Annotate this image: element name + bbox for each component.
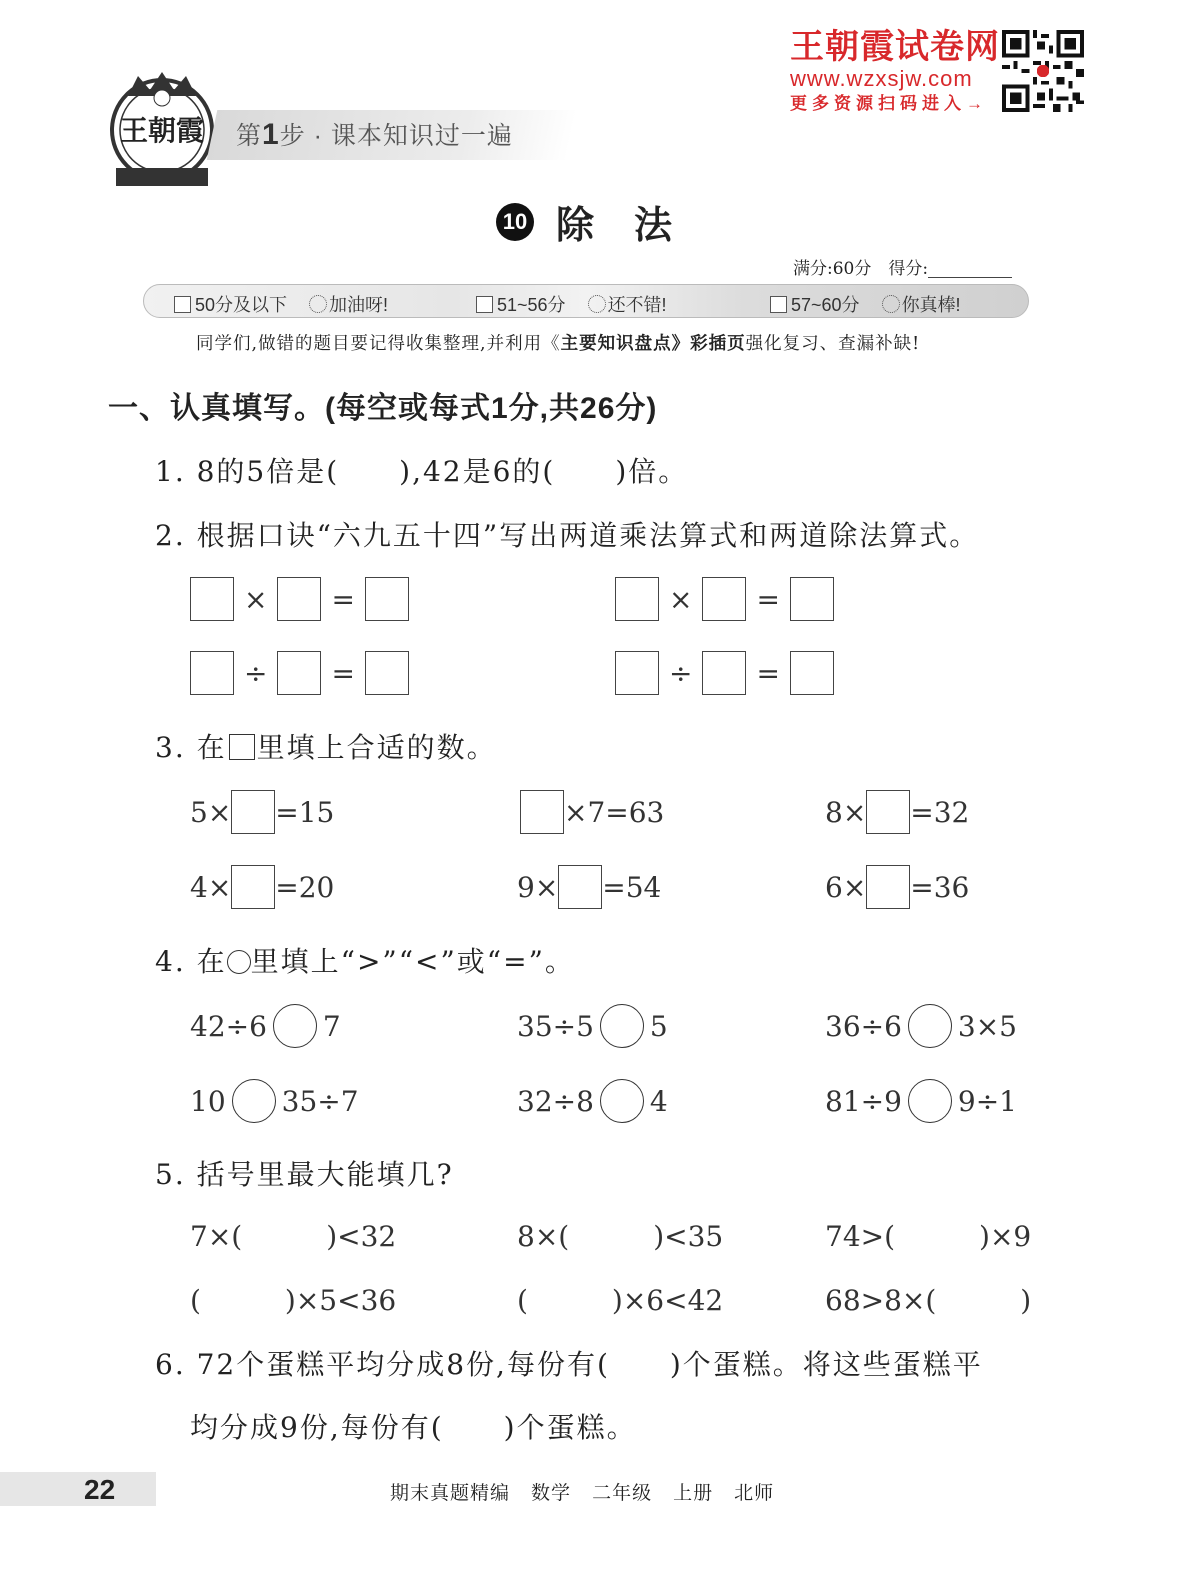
fill-equation: 6× =36 (825, 865, 969, 909)
max-fill-item[interactable]: 7×( )<32 (190, 1220, 397, 1253)
mul-equation-row: × = (615, 577, 834, 621)
page-title (496, 194, 712, 249)
footer-text: 期末真题精编 数学 二年级 上册 北师 (390, 1482, 775, 1504)
answer-box[interactable] (615, 577, 659, 621)
rating-option[interactable]: 51~56分 还不错! (476, 291, 667, 317)
fill-equation: ×7=63 (520, 790, 664, 834)
rating-option[interactable]: 50分及以下 加油呀! (174, 291, 388, 317)
score-blank[interactable] (928, 262, 1012, 278)
max-fill-item[interactable]: ( )×5<36 (190, 1284, 397, 1317)
title-number-badge: 10 (496, 203, 534, 241)
rating-option[interactable]: 57~60分 你真棒! (770, 291, 961, 317)
question-1: 1. 8的5倍是( ),42是6的( )倍。 (155, 455, 689, 488)
answer-box[interactable] (365, 651, 409, 695)
compare-item: 10 35÷7 (190, 1079, 359, 1123)
footer-bar (0, 1472, 156, 1506)
question-6-line-2: 均分成9份,每份有( )个蛋糕。 (190, 1411, 637, 1444)
compare-item: 81÷9 9÷1 (825, 1079, 1017, 1123)
compare-item: 36÷6 3×5 (825, 1004, 1017, 1048)
fill-equation: 5× =15 (190, 790, 334, 834)
fill-equation: 4× =20 (190, 865, 334, 909)
compare-item: 42÷6 7 (190, 1004, 341, 1048)
face-icon (309, 295, 327, 313)
compare-circle[interactable] (908, 1004, 952, 1048)
answer-box[interactable] (615, 651, 659, 695)
answer-box[interactable] (231, 865, 275, 909)
max-fill-item[interactable]: ( )×6<42 (517, 1284, 724, 1317)
compare-item: 35÷5 5 (517, 1004, 668, 1048)
answer-box[interactable] (866, 865, 910, 909)
compare-circle[interactable] (600, 1079, 644, 1123)
answer-box[interactable] (520, 790, 564, 834)
mul-equation-row: × = (190, 577, 409, 621)
answer-box[interactable] (277, 651, 321, 695)
fill-equation: 8× =32 (825, 790, 969, 834)
answer-box[interactable] (790, 651, 834, 695)
answer-box[interactable] (702, 651, 746, 695)
max-fill-item[interactable]: 68>8×( ) (825, 1284, 1032, 1317)
circle-icon (227, 950, 251, 974)
answer-box[interactable] (866, 790, 910, 834)
rating-bar (143, 284, 1029, 318)
face-icon (882, 295, 900, 313)
question-5: 5. 括号里最大能填几? (155, 1158, 454, 1191)
question-3: 3. 在 里填上合适的数。 (155, 731, 497, 764)
compare-circle[interactable] (600, 1004, 644, 1048)
checkbox-icon (476, 296, 493, 313)
checkbox-icon (770, 296, 787, 313)
compare-item: 32÷8 4 (517, 1079, 668, 1123)
max-fill-item[interactable]: 8×( )<35 (517, 1220, 724, 1253)
answer-box[interactable] (190, 577, 234, 621)
answer-box[interactable] (790, 577, 834, 621)
logo-text: 王朝霞 (119, 114, 205, 147)
answer-box[interactable] (277, 577, 321, 621)
question-4: 4. 在 里填上“>”“<”或“=”。 (155, 945, 575, 978)
brand-scan-tip: 更多资源扫码进入→ (790, 94, 988, 113)
div-equation-row: ÷ = (615, 651, 834, 695)
question-2: 2. 根据口诀“六九五十四”写出两道乘法算式和两道除法算式。 (155, 519, 980, 552)
answer-box[interactable] (558, 865, 602, 909)
compare-circle[interactable] (908, 1079, 952, 1123)
checkbox-icon (174, 296, 191, 313)
compare-circle[interactable] (273, 1004, 317, 1048)
answer-box[interactable] (365, 577, 409, 621)
title-text: 除法 (556, 202, 713, 247)
qr-code-icon[interactable] (1002, 30, 1084, 112)
section-title: 一、认真填写。(每空或每式1分,共26分) (108, 392, 658, 425)
max-fill-item[interactable]: 74>( )×9 (825, 1220, 1032, 1253)
brand-url[interactable]: www.wzxsjw.com (790, 66, 973, 91)
page-number: 22 (84, 1474, 116, 1505)
answer-box[interactable] (231, 790, 275, 834)
div-equation-row: ÷ = (190, 651, 409, 695)
fill-equation: 9× =54 (517, 865, 661, 909)
answer-box[interactable] (190, 651, 234, 695)
square-icon (229, 734, 255, 760)
question-6-line-1: 6. 72个蛋糕平均分成8份,每份有( )个蛋糕。将这些蛋糕平 (155, 1348, 983, 1381)
answer-box[interactable] (702, 577, 746, 621)
brand-block (790, 28, 1000, 116)
step-label: 第1步 · 课本知识过一遍 (236, 118, 513, 151)
face-icon (588, 295, 606, 313)
compare-circle[interactable] (232, 1079, 276, 1123)
wangzhaoxia-logo (108, 68, 216, 190)
brand-title: 王朝霞试卷网 (790, 28, 1000, 66)
score-line: 满分:60分 得分: (793, 254, 1012, 279)
tip-text: 同学们,做错的题目要记得收集整理,并利用《主要知识盘点》彩插页强化复习、查漏补缺! (196, 334, 921, 354)
